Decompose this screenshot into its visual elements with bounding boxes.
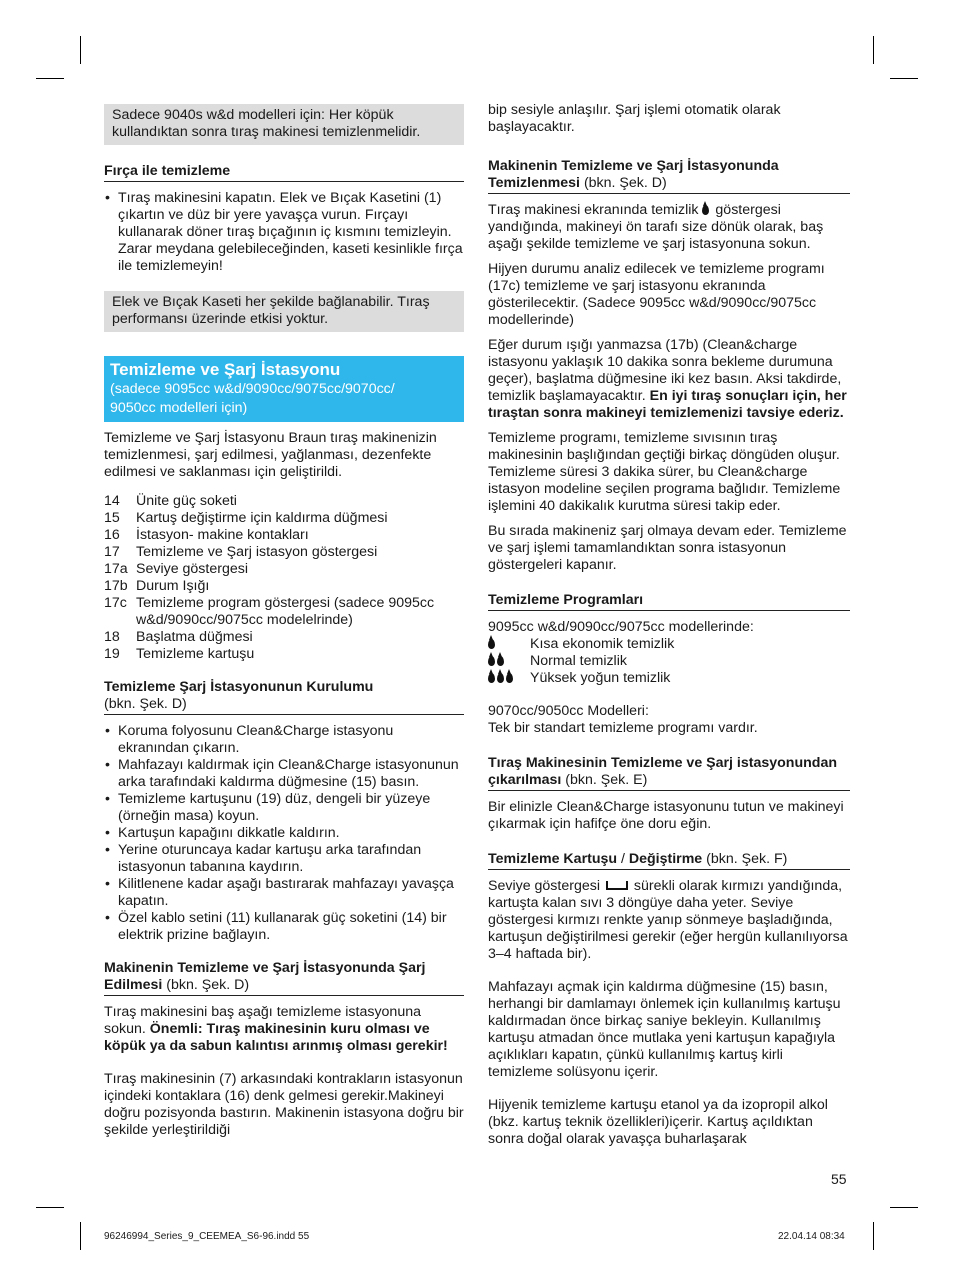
- note-9040s: Sadece 9040s w&d modelleri için: Her köpük kullandıktan sonra tıraş makinesi temizlenmelidir.: [104, 104, 464, 145]
- drop-icon: [488, 639, 495, 649]
- continued-text: bip sesiyle anlaşılır. Şarj işlemi otomatik olarak başlayacaktır.: [488, 102, 781, 135]
- recommendation-text: En iyi tıraş sonuçları için, her tıraştan sonra makineyi temizlemenizi tavsiye ederiz.: [488, 388, 847, 421]
- right-column: [488, 102, 850, 1148]
- list-item: • Özel kablo setini (11) kullanarak güç soketini (14) bir elektrik prizine bağlayın.: [104, 910, 464, 944]
- crop-mark: [890, 78, 918, 79]
- legend-number: 14: [104, 493, 120, 509]
- heading-remove-shaver: [488, 755, 850, 791]
- list-item: • Kartuşun kapağını dikkatle kaldırın.: [104, 825, 464, 842]
- legend-number: 18: [104, 629, 120, 645]
- legend-text: Başlatma düğmesi: [136, 629, 253, 645]
- level-gauge-icon: [606, 881, 628, 890]
- program-label: Yüksek yoğun temizlik: [530, 670, 671, 686]
- program-icon: [488, 636, 530, 653]
- figure-reference: (bkn. Şek. D): [580, 175, 667, 191]
- crop-mark: [80, 36, 81, 64]
- charging-paragraph-2: Tıraş makinesinin (7) arkasındaki kontrakların istasyonun içindeki kontaklara (16) denk gelmesi gerekir.Makineyi doğru pozisyonda bastırın. Makinenin istasyona doğru bir şekilde yerleştirildiği: [104, 1071, 464, 1138]
- heading-text: Temizleme Şarj İstasyonunun Kurulumu: [104, 679, 374, 695]
- cartridge-paragraph-2: Mahfazayı açmak için kaldırma düğmesine (15) basın, herhangi bir damlamayı önlemek için kullanılmış kartuşu kaldırmadan önce birkaç saniye bekleyin. Kullanılmış kartuşu atmadan önce mutlaka yeni kartuşun kapağıyla açıklıkları kapatın, çünkü kullanılmış kartuş kirli temizleme solüsyonu içerir.: [488, 979, 841, 1080]
- program-label: Normal temizlik: [530, 653, 627, 669]
- legend-text: Kartuş değiştirme için kaldırma düğmesi: [136, 510, 388, 526]
- legend-text: Temizleme program göstergesi (sadece 9095cc w&d/9090cc/9075cc modelelrinde): [136, 595, 435, 628]
- drop-icon: [506, 673, 513, 683]
- legend-text: Temizleme ve Şarj istasyon göstergesi: [136, 544, 378, 560]
- legend-number: 15: [104, 510, 120, 526]
- cleaning-paragraph-2: Hijyen durumu analiz edilecek ve temizleme programı (17c) temizleme ve şarj istasyonu ekranında gösterilecektir. (Sadece 9095cc w&d/9090cc/9075cc modellerinde): [488, 261, 825, 328]
- list-item: • Temizleme kartuşunu (19) düz, dengeli bir yüzeye (örneğin masa) koyun.: [104, 791, 464, 825]
- charging-paragraph-1: [104, 1004, 464, 1055]
- drop-icon: [497, 673, 504, 683]
- legend-text: Durum Işığı: [136, 578, 210, 594]
- other-models: 9070cc/9050cc Modelleri:: [488, 703, 649, 719]
- note-cassette: Elek ve Bıçak Kaseti her şekilde bağlanabilir. Tıraş performansı üzerinde etkisi yoktur.: [104, 291, 464, 332]
- list-item: • Yerine oturuncaya kadar kartuşu arka tarafından istasyonun tabanına kaydırın.: [104, 842, 464, 876]
- cleaning-paragraph-3: [488, 337, 850, 422]
- programs-models: 9095cc w&d/9090cc/9075cc modellerinde:: [488, 619, 754, 635]
- legend-number: 19: [104, 646, 120, 662]
- setup-list: [104, 723, 464, 944]
- legend-row: [104, 561, 464, 578]
- legend-row: [104, 527, 464, 544]
- list-item: • Tıraş makinesini kapatın. Elek ve Bıçak Kasetini (1) çıkartın ve düz bir yere yavaşça vurun. Fırçayı kullanarak döner tıraş bıçağının iç kısmını temizleyin. Zarar meydana gelebileceğinden, kaseti kesinlikle fırça ile temizlemeyin!: [104, 190, 464, 275]
- figure-reference: (bkn. Şek. F): [702, 851, 788, 867]
- legend-number: 17: [104, 544, 120, 560]
- heading-cleaning-programs: Temizleme Programları: [488, 592, 850, 611]
- legend-text: Ünite güç soketi: [136, 493, 237, 509]
- program-icon: [488, 670, 530, 687]
- crop-mark: [873, 36, 874, 64]
- text: Eğer durum ışığı yanmazsa (17b) (Clean&charge istasyonu yaklaşık 10 dakika sonra bekleme durumuna geçer), başlatma düğmesine iki kez basın. Aksi takdirde, temizlik başlamayacaktır.: [488, 337, 842, 404]
- legend-number: 16: [104, 527, 120, 543]
- cleaning-paragraph-4: Temizleme programı, temizleme sıvısının tıraş makinesinin başlığından geçtiği birkaç döngüden oluşur. Temizleme süresi 3 dakika sürer, bu Clean&charge istasyon modeline seçilen programa bağlıdır. Temizleme işlemini 40 dakikalık kurutma süresi takip eder.: [488, 430, 841, 514]
- legend-number: 17a: [104, 561, 128, 577]
- legend-row: [104, 629, 464, 646]
- drop-icon: [702, 205, 709, 215]
- crop-mark: [36, 78, 64, 79]
- cartridge-paragraph-1: [488, 878, 850, 963]
- figure-reference: (bkn. Şek. E): [561, 772, 648, 788]
- legend-row: [104, 493, 464, 510]
- section-banner: [104, 356, 464, 422]
- legend-row: [104, 544, 464, 561]
- text: Seviye göstergesi: [488, 878, 604, 894]
- heading-text: Değiştirme: [628, 851, 703, 867]
- footer-filename: 96246994_Series_9_CEEMEA_S6-96.indd 55: [104, 1231, 310, 1242]
- heading-station-charging: [104, 960, 464, 996]
- text: Tıraş makinesini baş aşağı temizleme istasyonuna sokun.: [104, 1004, 421, 1037]
- list-item: • Koruma folyosunu Clean&Charge istasyonu ekranından çıkarın.: [104, 723, 464, 757]
- section-subtitle-line2: 9050cc modelleri için): [110, 400, 248, 416]
- program-icon: [488, 653, 530, 670]
- crop-mark: [873, 1222, 874, 1250]
- text: sürekli olarak kırmızı yandığında, kartuşta kalan sıvı 3 döngüye daha yeter. Seviye göstergesi kırmızı renkte yanıp sönmeye başladığında, kartuşun değiştirilmesi gerekir (eğer hergün kullanılıyorsa 3–4 haftada bir).: [488, 878, 848, 962]
- program-row: [488, 653, 850, 670]
- crop-mark: [80, 1222, 81, 1250]
- heading-station-setup: [104, 679, 464, 715]
- crop-mark: [36, 1207, 64, 1208]
- list-item: • Mahfazayı kaldırmak için Clean&Charge istasyonunun arka tarafındaki kaldırma düğmesine (15) basın.: [104, 757, 464, 791]
- program-row: [488, 670, 850, 687]
- heading-station-cleaning: [488, 158, 850, 194]
- heading-text: Tıraş Makinesinin Temizleme ve Şarj istasyonundan çıkarılması: [488, 755, 838, 788]
- figure-reference: (bkn. Şek. D): [104, 696, 187, 712]
- drop-icon: [497, 656, 504, 666]
- legend-row: [104, 510, 464, 527]
- drop-icon: [488, 656, 495, 666]
- crop-mark: [890, 1207, 918, 1208]
- legend-number: 17b: [104, 578, 128, 594]
- cleaning-paragraph-1: [488, 202, 850, 253]
- cartridge-paragraph-3: Hijyenik temizleme kartuşu etanol ya da izopropil alkol (bkz. kartuş teknik özellikleri)içerir. Kartuş açıldıktan sonra doğal olarak yavaşça buharlaşarak: [488, 1097, 828, 1147]
- footer-date: 22.04.14 08:34: [778, 1231, 845, 1242]
- heading-text: Temizleme Kartuşu: [488, 851, 618, 867]
- remove-paragraph: Bir elinizle Clean&Charge istasyonunu tutun ve makineyi çıkarmak için hafifçe öne doru eğin.: [488, 799, 844, 832]
- brush-list: [104, 190, 464, 275]
- section-subtitle-line1: (sadece 9095cc w&d/9090cc/9075cc/9070cc/: [110, 381, 395, 397]
- text: göstergesi yandığında, makineyi ön tarafı size dönük olarak, baş aşağı şekilde temizleme ve şarj istasyonuna sokun.: [488, 202, 824, 252]
- heading-brush-cleaning: Fırça ile temizleme: [104, 163, 464, 182]
- program-row: [488, 636, 850, 653]
- heading-text: Makinenin Temizleme ve Şarj İstasyonunda Şarj Edilmesi: [104, 960, 426, 993]
- legend-text: Seviye göstergesi: [136, 561, 248, 577]
- legend-text: İstasyon- makine kontakları: [136, 527, 309, 543]
- program-label: Kısa ekonomik temizlik: [530, 636, 675, 652]
- page-number: 55: [831, 1171, 847, 1187]
- legend-row: [104, 595, 464, 629]
- text: Tıraş makinesi ekranında temizlik: [488, 202, 703, 218]
- heading-cartridge-replacement: [488, 851, 850, 870]
- other-models-text: Tek bir standart temizleme programı vardır.: [488, 720, 758, 736]
- section-title: Temizleme ve Şarj İstasyonu: [110, 360, 341, 379]
- station-intro: Temizleme ve Şarj İstasyonu Braun tıraş makinenizin temizlenmesi, şarj edilmesi, yağlanması, dezenfekte edilmesi ve saklanması için geliştirildi.: [104, 430, 437, 480]
- legend-text: Temizleme kartuşu: [136, 646, 255, 662]
- parts-legend: [104, 493, 464, 663]
- drop-icon: [488, 673, 495, 683]
- legend-row: [104, 646, 464, 663]
- figure-reference: (bkn. Şek. D): [162, 977, 250, 993]
- cleaning-paragraph-5: Bu sırada makineniz şarj olmaya devam eder. Temizleme ve şarj işlemi tamamlandıktan sonra istasyonun göstergeleri kapanır.: [488, 523, 847, 573]
- left-column: [104, 104, 464, 1139]
- important-text: Önemli: Tıraş makinesinin kuru olması ve köpük ya da sabun kalıntısı arınmış olması gerekir!: [104, 1021, 448, 1054]
- legend-number: 17c: [104, 595, 127, 611]
- list-item: • Kilitlenene kadar aşağı bastırarak mahfazayı yavaşça kapatın.: [104, 876, 464, 910]
- heading-text: Makinenin Temizleme ve Şarj İstasyonunda Temizlenmesi: [488, 158, 779, 191]
- heading-separator: /: [617, 851, 629, 867]
- legend-row: [104, 578, 464, 595]
